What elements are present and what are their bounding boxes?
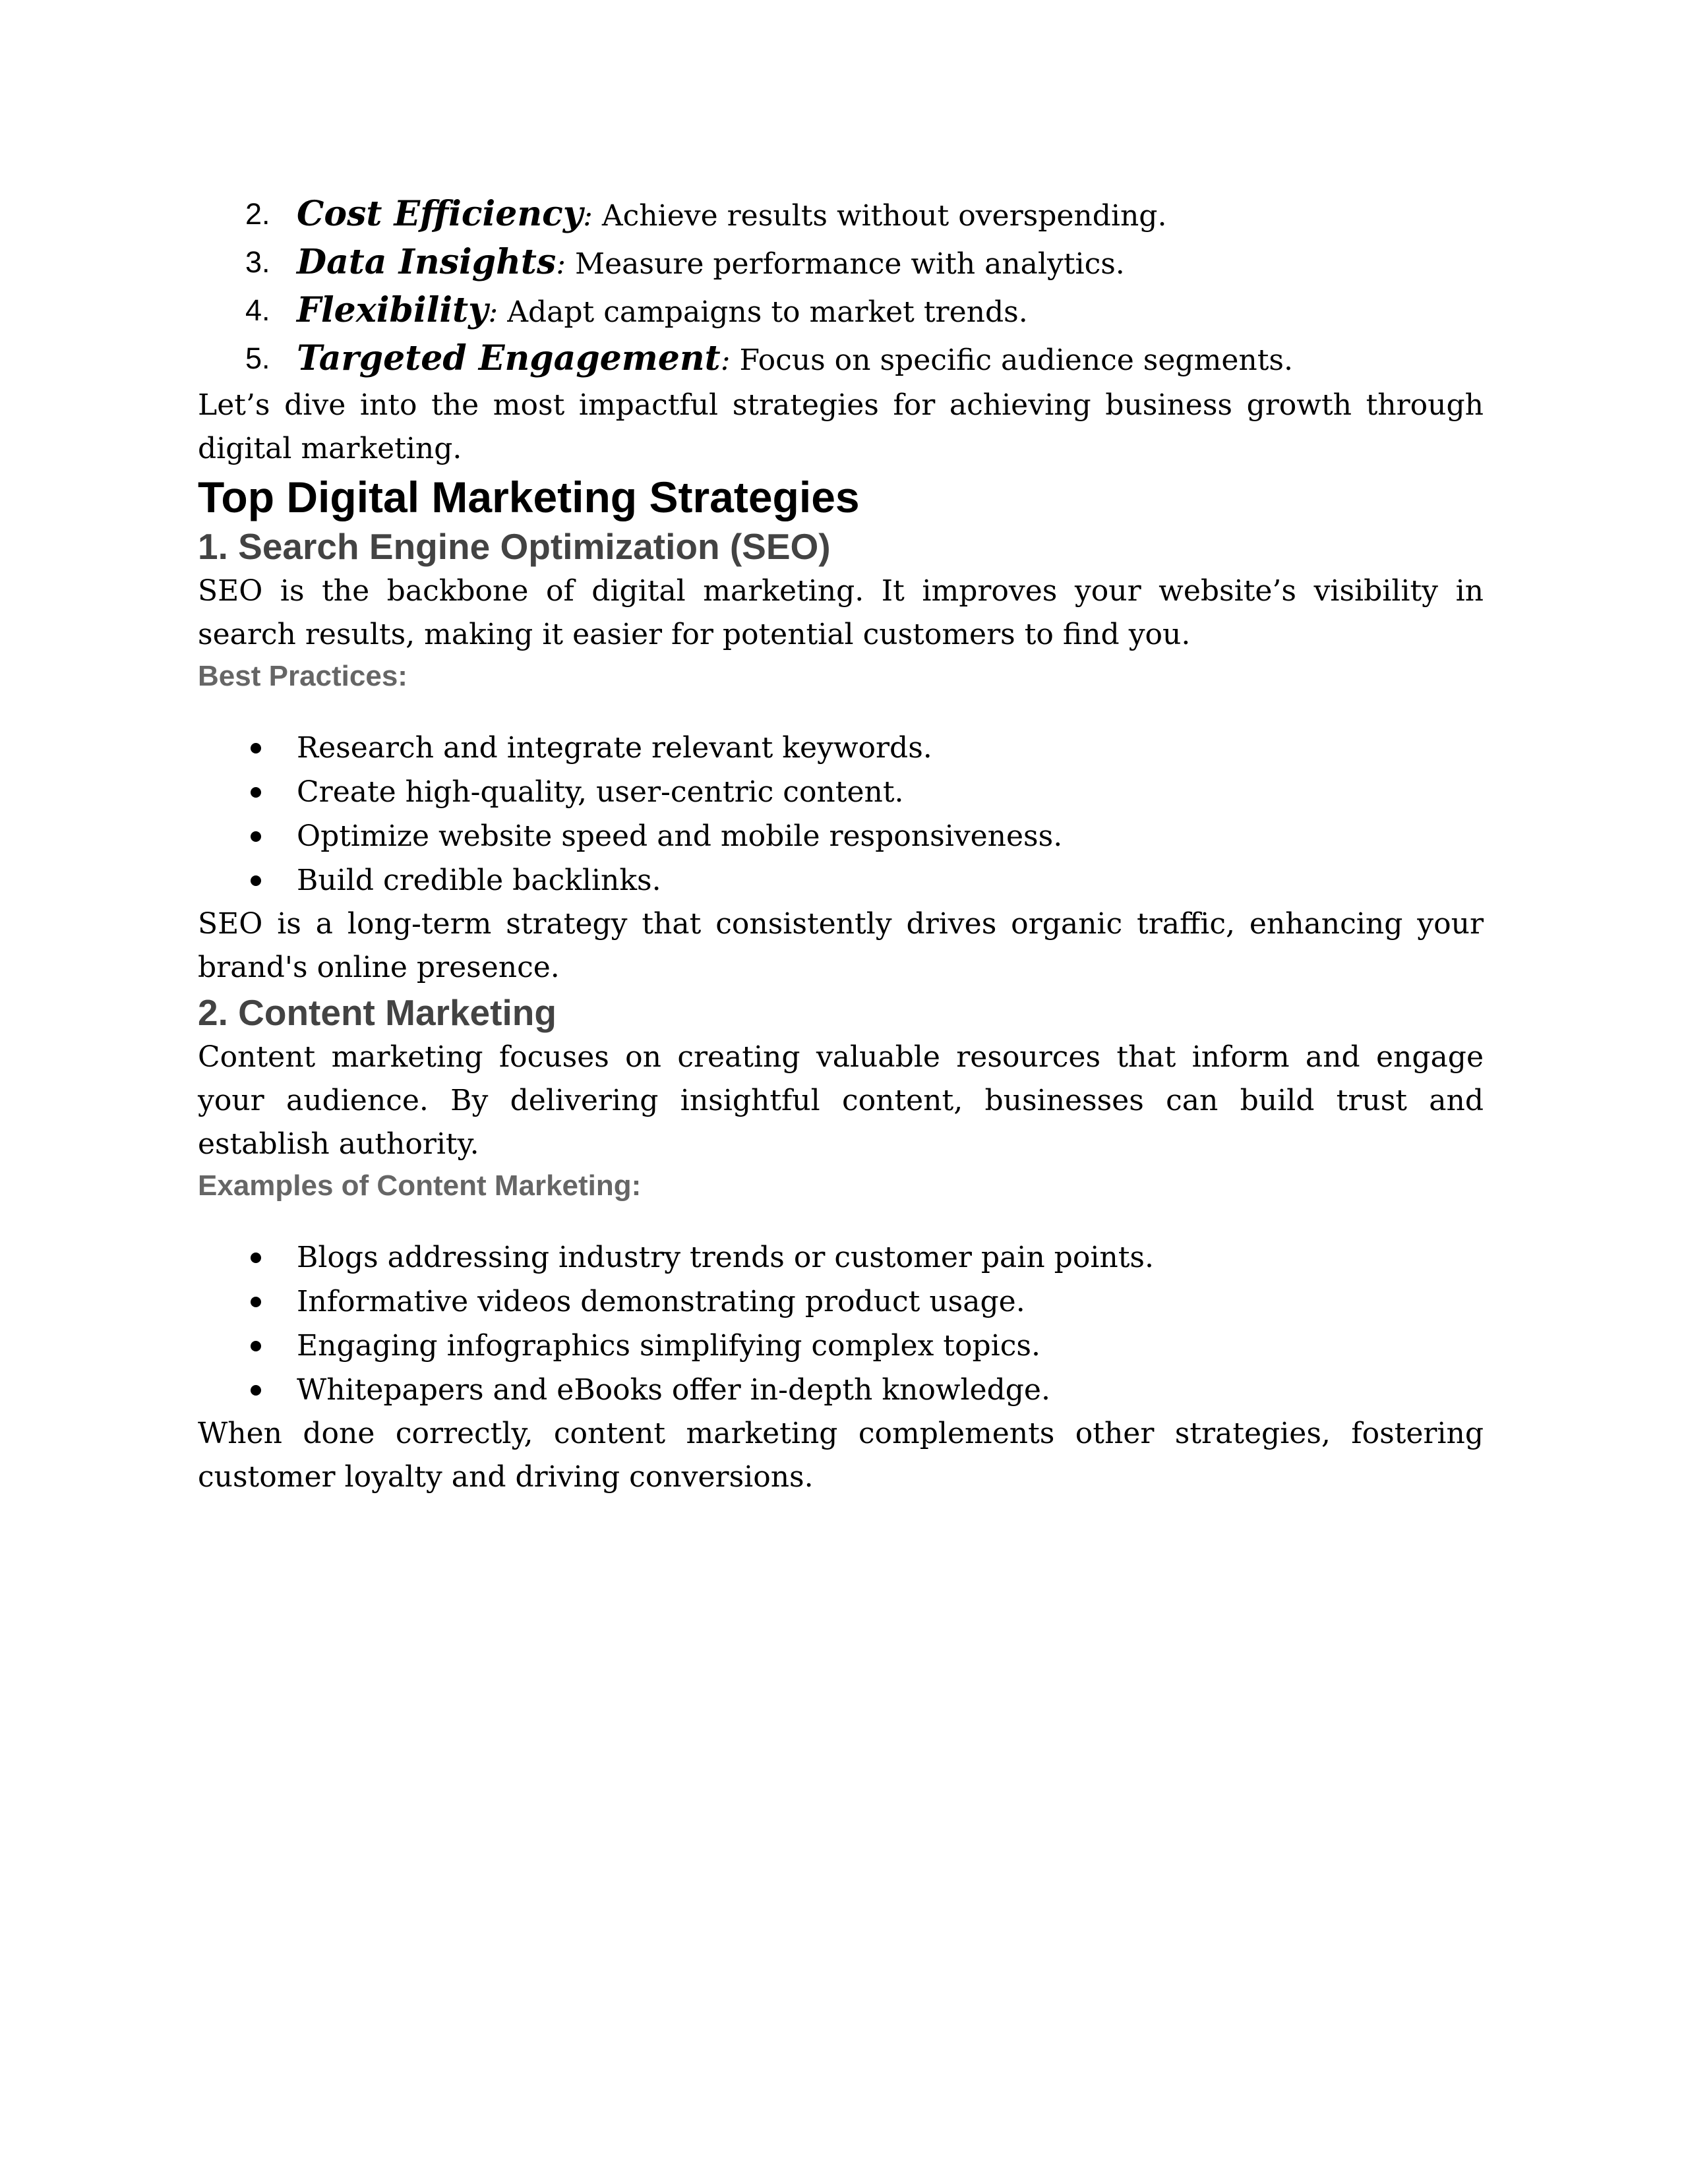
examples-heading: Examples of Content Marketing:: [198, 1169, 642, 1202]
document-page: [198, 191, 1484, 1499]
bullet-icon: [251, 831, 261, 842]
list-number: 2.: [245, 197, 270, 231]
bullet-icon: [251, 1297, 261, 1307]
list-item: [198, 336, 1484, 384]
list-item: [198, 287, 1484, 336]
benefit-text: Measure performance with analytics.: [566, 247, 1125, 281]
list-number: 4.: [245, 293, 270, 327]
colon: :: [583, 199, 593, 233]
section-title: Top Digital Marketing Strategies: [198, 473, 860, 521]
list-item: [198, 1368, 1484, 1412]
list-item-text: Whitepapers and eBooks offer in-depth knowledge.: [297, 1373, 1050, 1407]
colon: :: [556, 247, 566, 281]
benefits-list: [198, 191, 1484, 384]
list-item-text: Blogs addressing industry trends or customer pain points.: [297, 1241, 1154, 1274]
list-item-text: Engaging infographics simplifying complex topics.: [297, 1329, 1040, 1363]
list-item: [198, 770, 1484, 814]
bullet-icon: [251, 1385, 261, 1396]
list-item: [198, 726, 1484, 770]
content-marketing-description: Content marketing focuses on creating valuable resources that inform and engage your audience. By delivering insightful content, businesses can build trust and establish authority.: [198, 1040, 1484, 1161]
seo-heading: 1. Search Engine Optimization (SEO): [198, 526, 831, 567]
benefit-term: Targeted Engagement: [297, 338, 721, 378]
list-item-text: Research and integrate relevant keywords.: [297, 731, 932, 765]
benefit-term: Data Insights: [297, 242, 557, 282]
list-item: [198, 858, 1484, 902]
list-number: 5.: [245, 341, 270, 375]
content-marketing-heading: 2. Content Marketing: [198, 992, 557, 1033]
list-item: [198, 1280, 1484, 1324]
intro-paragraph: Let’s dive into the most impactful strategies for achieving business growth through digital marketing.: [198, 388, 1484, 465]
benefit-text: Achieve results without overspending.: [592, 199, 1167, 233]
list-number: 3.: [245, 245, 270, 279]
colon: :: [488, 295, 498, 329]
bullet-icon: [251, 787, 261, 798]
list-item: [198, 239, 1484, 287]
list-item-text: Build credible backlinks.: [297, 864, 661, 897]
list-item: [198, 1324, 1484, 1368]
examples-list: [198, 1235, 1484, 1412]
bullet-icon: [251, 1253, 261, 1263]
content-marketing-conclusion: When done correctly, content marketing complements other strategies, fostering customer loyalty and driving conversions.: [198, 1417, 1484, 1494]
seo-conclusion: SEO is a long-term strategy that consistently drives organic traffic, enhancing your brand's online presence.: [198, 907, 1484, 984]
list-item: [198, 191, 1484, 239]
benefit-text: Focus on specific audience segments.: [730, 343, 1293, 377]
benefit-text: Adapt campaigns to market trends.: [498, 295, 1028, 329]
bullet-icon: [251, 875, 261, 886]
colon: :: [720, 343, 731, 377]
best-practices-heading: Best Practices:: [198, 660, 407, 692]
bullet-icon: [251, 743, 261, 753]
list-item: [198, 1235, 1484, 1280]
list-item-text: Optimize website speed and mobile responsiveness.: [297, 819, 1063, 853]
list-item-text: Informative videos demonstrating product usage.: [297, 1285, 1025, 1318]
best-practices-list: [198, 726, 1484, 902]
list-item: [198, 814, 1484, 858]
benefit-term: Flexibility: [297, 290, 489, 330]
bullet-icon: [251, 1341, 261, 1351]
benefit-term: Cost Efficiency: [297, 194, 584, 234]
list-item-text: Create high-quality, user-centric content.: [297, 775, 904, 809]
seo-description: SEO is the backbone of digital marketing. It improves your website’s visibility in search results, making it easier for potential customers to find you.: [198, 574, 1484, 651]
